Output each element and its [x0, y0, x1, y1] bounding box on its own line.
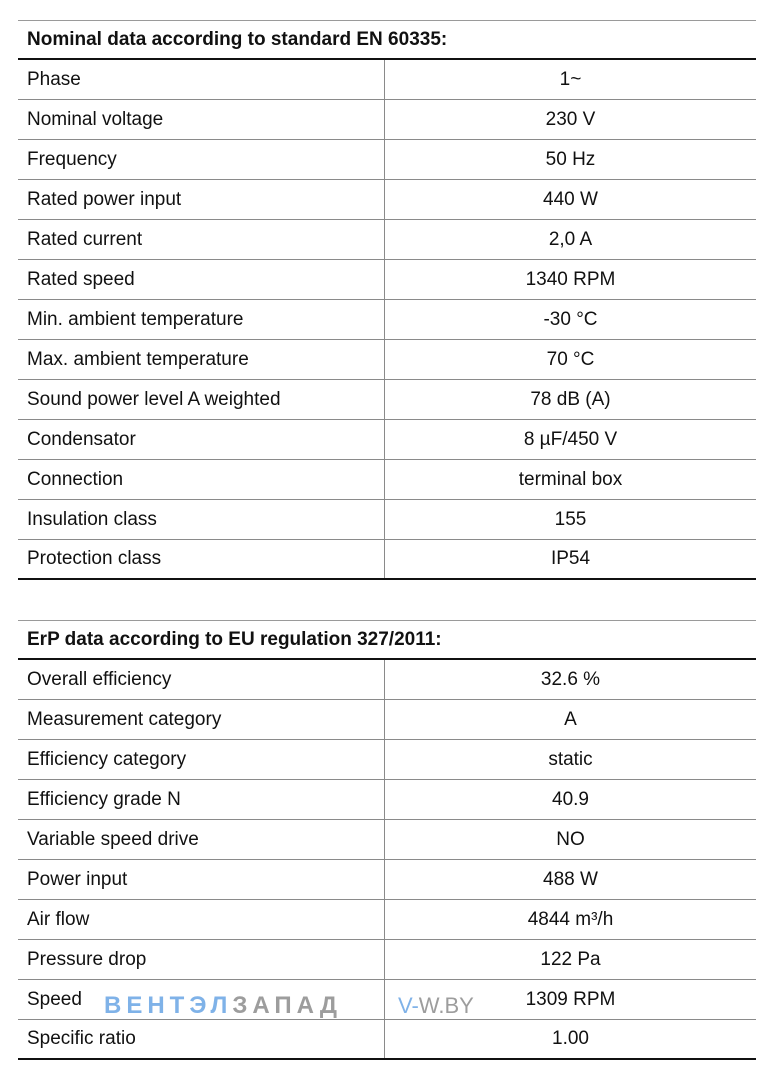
- row-label: Power input: [18, 860, 385, 899]
- row-value: 155: [554, 508, 587, 530]
- row-value: 230 V: [545, 108, 596, 130]
- row-value: 70 °C: [546, 348, 595, 370]
- row-value: IP54: [550, 548, 591, 569]
- watermark-url-part2: W.BY: [418, 993, 474, 1018]
- row-label: Rated current: [18, 220, 385, 259]
- row-value: NO: [556, 828, 585, 850]
- row-label: Variable speed drive: [18, 820, 385, 859]
- row-label: Rated speed: [18, 260, 385, 299]
- row-value: 78 dB (A): [530, 388, 611, 410]
- row-value: 8 µF/450 V: [523, 428, 618, 450]
- row-label: Rated power input: [18, 180, 385, 219]
- row-value: 440 W: [543, 188, 598, 210]
- table-row: [18, 940, 756, 980]
- watermark-logo-part1: ВЕНТЭЛ: [104, 992, 233, 1019]
- row-label: Measurement category: [18, 700, 385, 739]
- row-label: Frequency: [18, 140, 385, 179]
- row-value: A: [564, 708, 577, 730]
- row-label: Air flow: [18, 900, 385, 939]
- table-row: [18, 740, 756, 780]
- row-label: Speed: [18, 980, 385, 1019]
- erp-data-table: [18, 620, 756, 1060]
- row-label: Min. ambient temperature: [18, 300, 385, 339]
- table-row: [18, 300, 756, 340]
- row-label: Condensator: [18, 420, 385, 459]
- row-value: 32.6 %: [540, 668, 601, 690]
- erp-data-title: ErP data according to EU regulation 327/2011:: [18, 620, 756, 660]
- row-value: 50 Hz: [545, 148, 596, 170]
- table-row: [18, 460, 756, 500]
- row-value: 2,0 A: [548, 228, 593, 250]
- table-row: [18, 60, 756, 100]
- table-row: [18, 140, 756, 180]
- table-row: [18, 340, 756, 380]
- row-value: terminal box: [518, 468, 623, 490]
- table-row: [18, 260, 756, 300]
- row-label: Specific ratio: [18, 1020, 385, 1058]
- table-row: [18, 540, 756, 580]
- table-row: [18, 700, 756, 740]
- row-label: Efficiency category: [18, 740, 385, 779]
- table-row: [18, 380, 756, 420]
- row-value: 1.00: [552, 1028, 589, 1049]
- row-label: Nominal voltage: [18, 100, 385, 139]
- row-label: Sound power level A weighted: [18, 380, 385, 419]
- table-row: [18, 660, 756, 700]
- table-row: [18, 780, 756, 820]
- table-row: [18, 220, 756, 260]
- table-row: [18, 900, 756, 940]
- row-value: -30 °C: [543, 308, 598, 330]
- row-label: Protection class: [18, 540, 385, 578]
- table-row: [18, 180, 756, 220]
- table-row: [18, 860, 756, 900]
- table-row: [18, 1020, 756, 1060]
- row-label: Pressure drop: [18, 940, 385, 979]
- nominal-data-table: [18, 20, 756, 580]
- table-row: [18, 420, 756, 460]
- watermark-url-part1: V-: [398, 993, 419, 1018]
- table-row: [18, 100, 756, 140]
- row-value: 1340 RPM: [525, 268, 616, 290]
- row-value: 1~: [559, 68, 582, 90]
- table-row: [18, 820, 756, 860]
- nominal-data-title: Nominal data according to standard EN 60335:: [18, 20, 756, 60]
- table-row: [18, 980, 756, 1020]
- table-row: [18, 500, 756, 540]
- row-label: Insulation class: [18, 500, 385, 539]
- row-label: Phase: [18, 60, 385, 99]
- row-value: 40.9: [552, 788, 589, 810]
- watermark-logo-part2: ЗАПАД: [232, 992, 342, 1019]
- row-value: 122 Pa: [540, 948, 601, 970]
- row-value: 1309 RPM: [525, 988, 616, 1010]
- row-label: Max. ambient temperature: [18, 340, 385, 379]
- row-label: Overall efficiency: [18, 660, 385, 699]
- row-value: static: [548, 748, 593, 770]
- row-label: Efficiency grade N: [18, 780, 385, 819]
- row-value: 4844 m³/h: [527, 908, 614, 930]
- row-label: Connection: [18, 460, 385, 499]
- row-value: 488 W: [543, 868, 598, 890]
